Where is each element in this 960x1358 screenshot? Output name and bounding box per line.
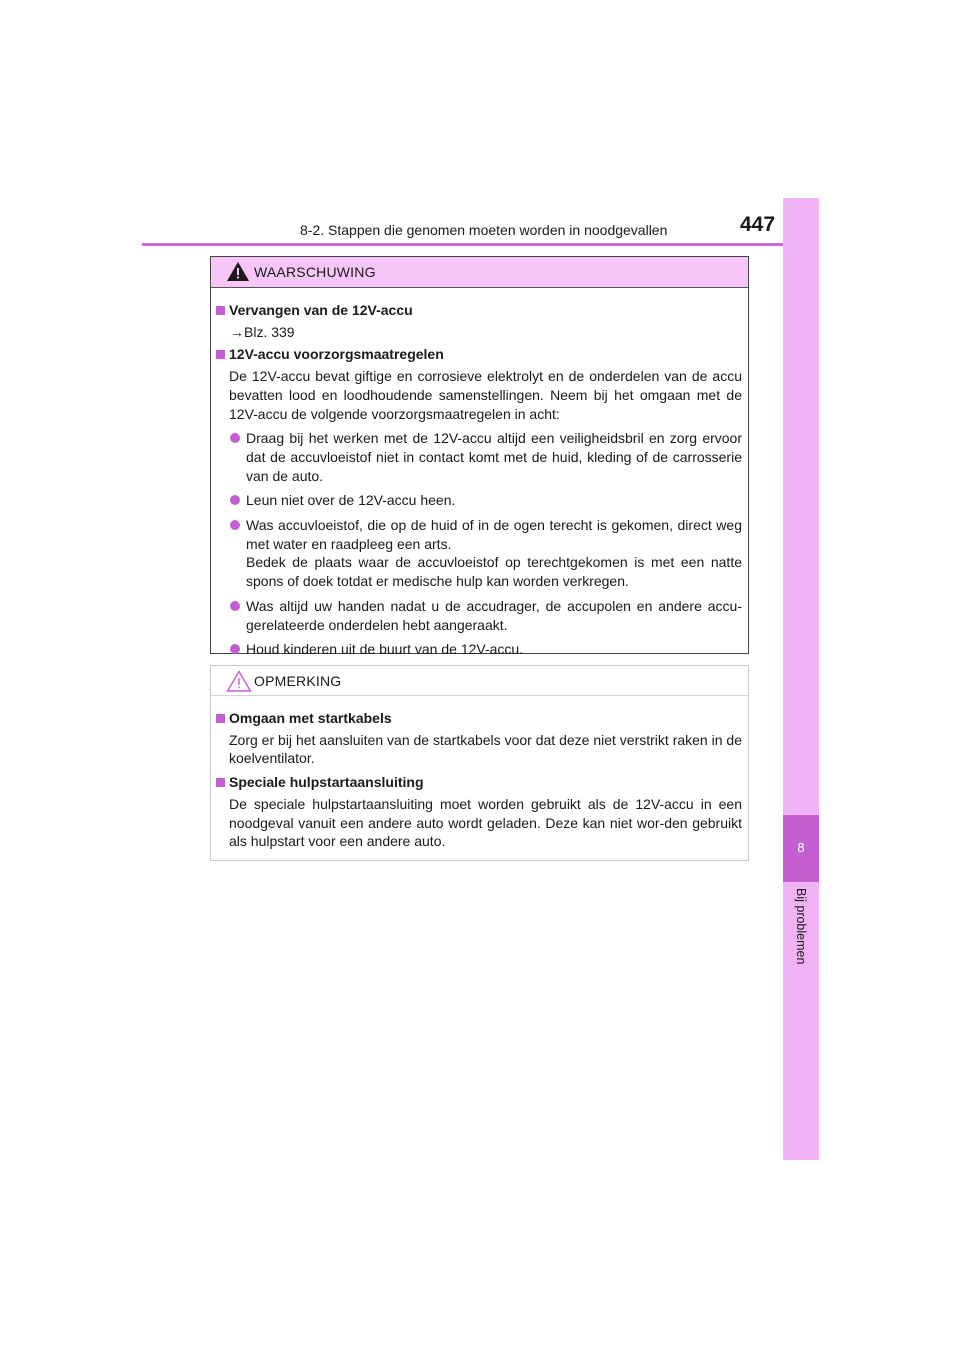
bullet-dot-icon bbox=[230, 433, 240, 443]
note-label: OPMERKING bbox=[254, 673, 342, 689]
square-bullet-icon bbox=[216, 350, 225, 359]
warning-label: WAARSCHUWING bbox=[254, 264, 376, 280]
warning-triangle-icon bbox=[226, 261, 250, 282]
section-title: Vervangen van de 12V-accu bbox=[216, 301, 742, 320]
section-heading: 8-2. Stappen die genomen moeten worden in noodgevallen bbox=[300, 222, 668, 238]
square-bullet-icon bbox=[216, 778, 225, 787]
note-box bbox=[210, 665, 749, 861]
note-body bbox=[211, 696, 748, 851]
section-text: Zorg er bij het aansluiten van de startkabels voor dat deze niet verstrikt raken in de koelventilator. bbox=[229, 731, 742, 767]
note-header bbox=[211, 666, 748, 696]
page-number: 447 bbox=[740, 213, 776, 236]
chapter-label: Bij problemen bbox=[794, 888, 808, 965]
list-item: Was accuvloeistof, die op de huid of in de ogen terecht is gekomen, direct weg met water en raadpleeg een arts. Bedek de plaats waar de accuvloeistof op terechtgekomen is met een natte spons of doek totdat er medische hulp kan worden verkregen. bbox=[216, 516, 742, 591]
warning-box bbox=[210, 256, 749, 658]
section-title: Omgaan met startkabels bbox=[216, 709, 742, 728]
bullet-dot-icon bbox=[230, 644, 240, 654]
bullet-dot-icon bbox=[230, 520, 240, 530]
warning-body bbox=[211, 288, 748, 659]
square-bullet-icon bbox=[216, 714, 225, 723]
chapter-number: 8 bbox=[797, 840, 805, 855]
section-title: Speciale hulpstartaansluiting bbox=[216, 773, 742, 792]
section-title: 12V-accu voorzorgsmaatregelen bbox=[216, 345, 742, 364]
page-reference[interactable]: →Blz. 339 bbox=[230, 323, 295, 340]
caution-outline-triangle-icon bbox=[226, 670, 252, 692]
list-item: Leun niet over de 12V-accu heen. bbox=[216, 491, 742, 510]
warning-header bbox=[211, 257, 748, 288]
square-bullet-icon bbox=[216, 306, 225, 315]
header-divider bbox=[142, 243, 818, 246]
list-item: Houd kinderen uit de buurt van de 12V-accu. bbox=[216, 640, 742, 659]
list-item: Draag bij het werken met de 12V-accu altijd een veiligheidsbril en zorg ervoor dat de accuvloeistof niet in contact komt met de huid, kleding of de carrosserie van de auto. bbox=[216, 429, 742, 485]
list-item: Was altijd uw handen nadat u de accudrager, de accupolen en andere accu-gerelateerde onderdelen hebt aangeraakt. bbox=[216, 597, 742, 634]
chapter-side-tab[interactable] bbox=[783, 198, 819, 1160]
bullet-dot-icon bbox=[230, 495, 240, 505]
bullet-dot-icon bbox=[230, 601, 240, 611]
section-text: De speciale hulpstartaansluiting moet worden gebruikt als de 12V-accu in een noodgeval vanuit een andere auto wordt geladen. Deze kan niet wor-den gebruikt als hulpstart voor een andere auto. bbox=[229, 795, 742, 850]
section-intro: De 12V-accu bevat giftige en corrosieve elektrolyt en de onderdelen van de accu bevatten lood en loodhoudende samenstellingen. Neem bij het omgaan met de 12V-accu de volgende voorzorgsmaatregelen in acht: bbox=[229, 368, 742, 422]
